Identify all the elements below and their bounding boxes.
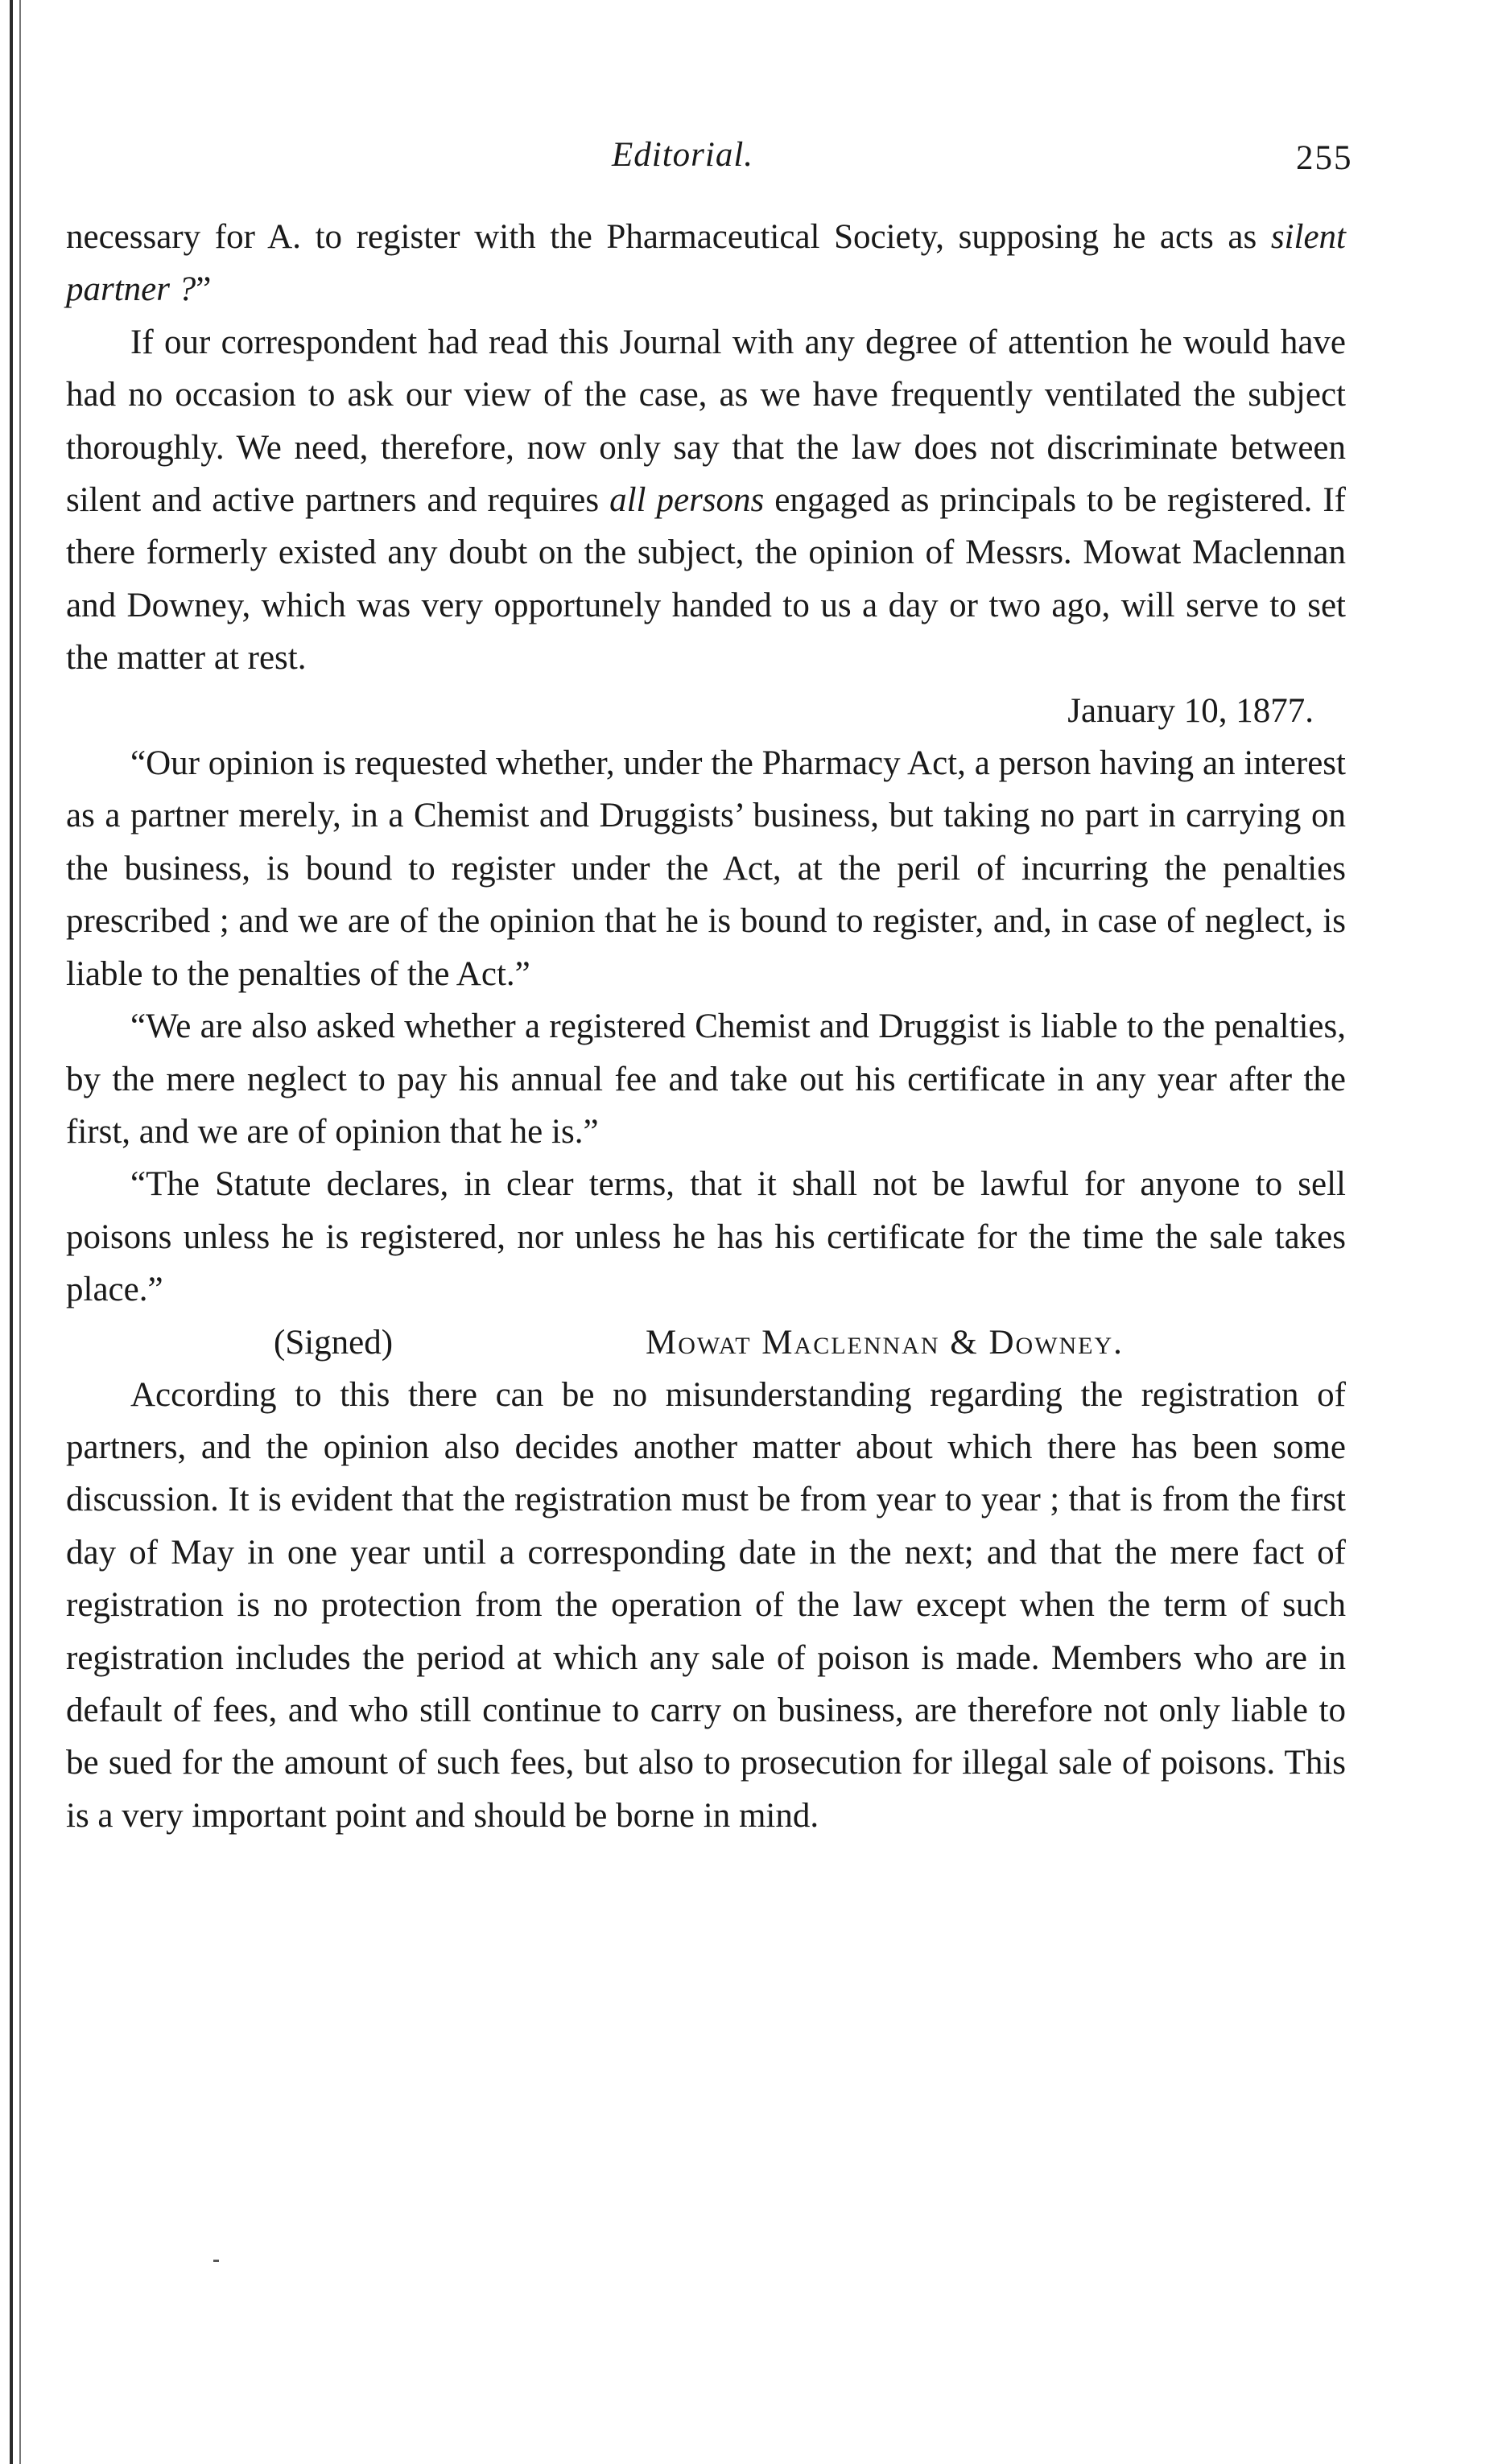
paragraph-text: If our correspondent had read this Journal with any degree of attention he would have had no occasion to ask our view of the case, as we have frequently ventilated the subject thoroughly. We need, therefore, now only say that the law does not discriminate between silent and active partners and requires [66, 323, 1346, 520]
scan-speck [213, 2260, 219, 2262]
italic-phrase: all persons [609, 481, 765, 520]
opinion-quote-1: “Our opinion is requested whether, under the Pharmacy Act, a person having an interest as a partner merely, in a Chemist and Druggists’ business, but taking no part in carrying on the business, is bound to register under the Act, at the peril of incurring the penalties prescribed ; and we are of the opinion that he is bound to register, and, in case of neglect, is liable to the penalties of the Act.” [66, 744, 1346, 993]
opinion-date: January 10, 1877. [1067, 691, 1314, 730]
article-body [66, 211, 1346, 1842]
page-header [0, 135, 1498, 183]
italic-phrase: silent partner ? [66, 218, 1346, 309]
page-number: 255 [1296, 139, 1353, 177]
paragraph-continuation [66, 211, 1346, 316]
binding-edge-inner [19, 0, 21, 2464]
signature-line [66, 1316, 1346, 1369]
opinion-quote-3: “The Statute declares, in clear terms, that it shall not be lawful for anyone to sell poisons unless he is registered, nor unless he has his certificate for the time the sale takes place.” [66, 1165, 1346, 1309]
signatory-name: Mowat Maclennan & Downey. [646, 1323, 1124, 1362]
signed-label: (Signed) [274, 1323, 394, 1362]
opinion-quote-2: “We are also asked whether a registered Chemist and Druggist is liable to the penalties, by the mere neglect to pay his annual fee and take out his certificate in any year after the first, and we are of opinion that he is.” [66, 1007, 1346, 1151]
paragraph-conclusion: According to this there can be no misunderstanding regarding the registration of partners, and the opinion also decides another matter about which there has been some discussion. It is evident that the registration must be from year to year ; that is from the first day of May in one year until a corresponding date in the next; and that the mere fact of registration is no protection from the operation of the law except when the term of such registration includes the period at which any sale of poison is made. Members who are in default of fees, and who still continue to carry on business, are therefore not only liable to be sued for the amount of such fees, but also to prosecution for illegal sale of poisons. This is a very important point and should be borne in mind. [66, 1375, 1346, 1835]
paragraph-text: necessary for A. to register with the Pharmaceutical Society, supposing he acts as [66, 218, 1271, 256]
paragraph-reply [66, 316, 1346, 685]
running-head: Editorial. [612, 136, 754, 174]
binding-edge [10, 0, 13, 2464]
paragraph-text: engaged as principals to be registered. If there formerly existed any doubt on the subject, the opinion of Messrs. Mowat Maclennan and Downey, which was very opportunely handed to us a day or two ago, will serve to set the matter at rest. [66, 481, 1346, 678]
closing-quote: ” [196, 270, 212, 309]
